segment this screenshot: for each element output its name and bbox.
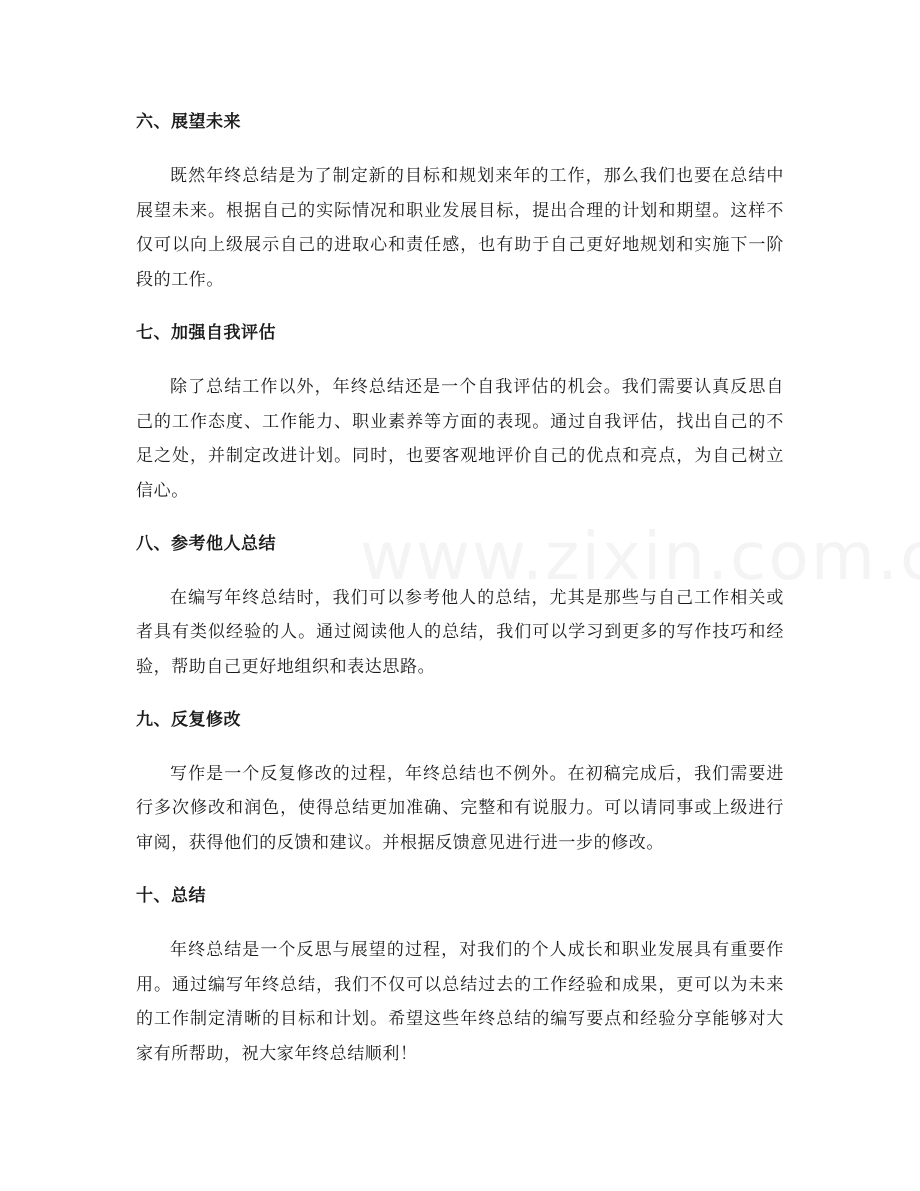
section-outlook bbox=[136, 104, 784, 315]
section-reference-others bbox=[136, 526, 784, 702]
section-paragraph: 在编写年终总结时，我们可以参考他人的总结，尤其是那些与自己工作相关或者具有类似经验的人。通过阅读他人的总结，我们可以学习到更多的写作技巧和经验，帮助自己更好地组织和表达思路。 bbox=[136, 587, 784, 678]
section-heading: 六、展望未来 bbox=[136, 112, 241, 132]
section-conclusion bbox=[136, 878, 784, 1072]
section-self-assessment bbox=[136, 315, 784, 526]
section-paragraph: 写作是一个反复修改的过程，年终总结也不例外。在初稿完成后，我们需要进行多次修改和润色，使得总结更加准确、完整和有说服力。可以请同事或上级进行审阅，获得他们的反馈和建议。并根据反馈意见进行进一步的修改。 bbox=[136, 763, 784, 854]
section-paragraph: 年终总结是一个反思与展望的过程，对我们的个人成长和职业发展具有重要作用。通过编写年终总结，我们不仅可以总结过去的工作经验和成果，更可以为未来的工作制定清晰的目标和计划。希望这些年终总结的编写要点和经验分享能够对大家有所帮助，祝大家年终总结顺利！ bbox=[136, 939, 784, 1064]
document-page bbox=[136, 104, 784, 1072]
section-paragraph: 除了总结工作以外，年终总结还是一个自我评估的机会。我们需要认真反思自己的工作态度、工作能力、职业素养等方面的表现。通过自我评估，找出自己的不足之处，并制定改进计划。同时，也要客观地评价自己的优点和亮点，为自己树立信心。 bbox=[136, 376, 784, 501]
section-heading: 十、总结 bbox=[136, 885, 206, 906]
section-paragraph: 既然年终总结是为了制定新的目标和规划来年的工作，那么我们也要在总结中展望未来。根据自己的实际情况和职业发展目标，提出合理的计划和期望。这样不仅可以向上级展示自己的进取心和责任感，也有助于自己更好地规划和实施下一阶段的工作。 bbox=[136, 166, 784, 291]
section-heading: 八、参考他人总结 bbox=[136, 533, 276, 554]
section-revision bbox=[136, 702, 784, 878]
section-heading: 九、反复修改 bbox=[136, 709, 241, 730]
section-heading: 七、加强自我评估 bbox=[136, 322, 276, 343]
